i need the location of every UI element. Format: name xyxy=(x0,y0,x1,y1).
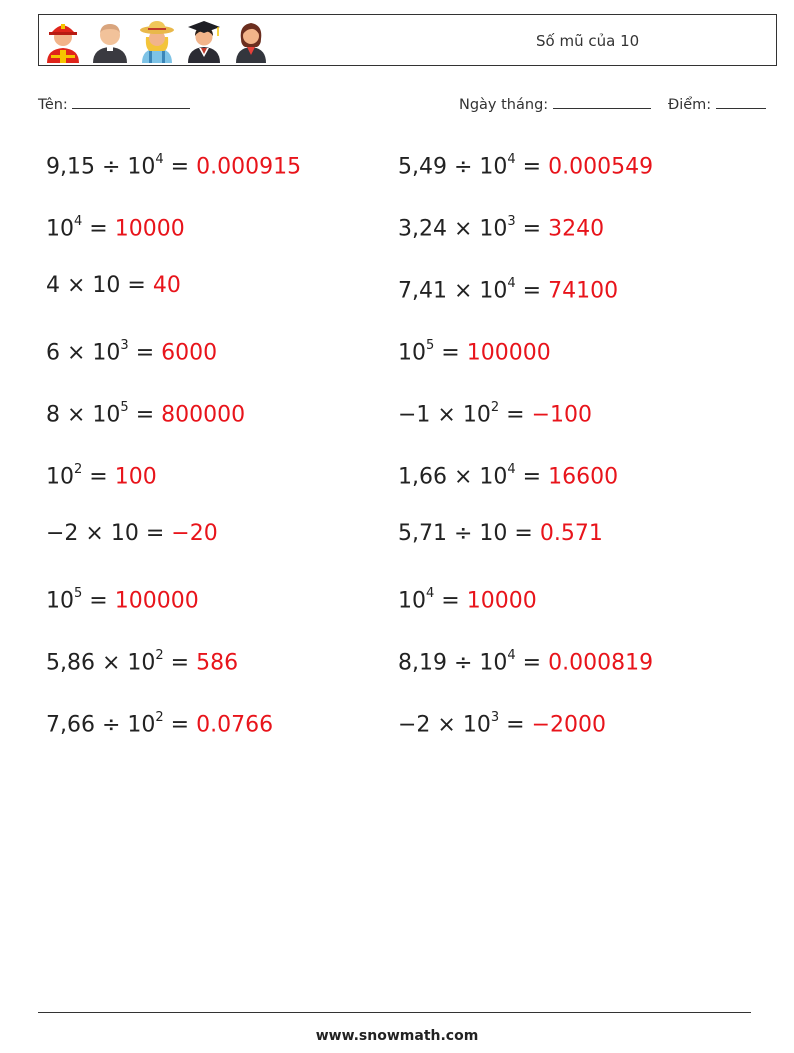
problem-question: 8,19 ÷ 10 xyxy=(398,650,508,676)
graduate-icon xyxy=(184,17,224,63)
problem-answer: 100000 xyxy=(114,588,199,614)
problem-exponent: 5 xyxy=(74,586,83,601)
problem-question: 10 xyxy=(398,588,426,614)
equals-sign: = xyxy=(515,278,549,304)
problem-exponent: 4 xyxy=(507,152,516,167)
equals-sign: = xyxy=(515,650,549,676)
woman-icon xyxy=(231,17,271,63)
problem-exponent: 4 xyxy=(155,152,164,167)
equals-sign: = xyxy=(163,712,197,738)
problem-item xyxy=(46,131,398,193)
equals-sign: = xyxy=(82,588,115,614)
problem-item xyxy=(46,503,398,565)
problem-question: 5,71 ÷ 10 xyxy=(398,521,508,546)
priest-icon xyxy=(90,17,130,63)
problem-item xyxy=(46,627,398,689)
problem-item xyxy=(398,689,750,751)
problem-item xyxy=(398,441,750,503)
problem-question: 10 xyxy=(46,588,74,614)
problem-answer: −20 xyxy=(171,521,218,546)
equals-sign: = xyxy=(82,216,115,242)
problem-question: 7,66 ÷ 10 xyxy=(46,712,156,738)
problem-exponent: 4 xyxy=(507,462,516,477)
problem-item xyxy=(398,503,750,565)
problem-item xyxy=(398,317,750,379)
problem-answer: 0.0766 xyxy=(196,712,274,738)
problem-question: 10 xyxy=(398,340,426,366)
problem-question: 3,24 × 10 xyxy=(398,216,508,242)
date-score-fields xyxy=(459,94,766,113)
problem-item xyxy=(46,441,398,503)
problem-grid xyxy=(46,131,776,751)
worksheet-title: Số mũ của 10 xyxy=(536,32,640,50)
problem-answer: 0.000915 xyxy=(196,154,302,180)
equals-sign: = xyxy=(128,340,162,366)
equals-sign: = xyxy=(82,464,115,490)
firefighter-icon xyxy=(43,17,83,63)
problem-exponent: 5 xyxy=(120,400,129,415)
problem-item xyxy=(46,193,398,255)
problem-answer: 40 xyxy=(152,273,181,298)
problem-question: −2 × 10 xyxy=(398,712,491,738)
problem-item xyxy=(398,255,750,317)
problem-question: 8 × 10 xyxy=(46,402,121,428)
problem-answer: 6000 xyxy=(161,340,218,366)
problem-answer: 0.000549 xyxy=(548,154,654,180)
problem-answer: 10000 xyxy=(466,588,537,614)
problem-item xyxy=(398,565,750,627)
problem-exponent: 2 xyxy=(155,710,164,725)
problem-item xyxy=(398,193,750,255)
score-blank[interactable] xyxy=(716,94,766,109)
equals-sign: = xyxy=(499,712,532,738)
name-label: Tên: xyxy=(38,97,68,113)
problem-answer: −2000 xyxy=(531,712,606,738)
problem-question: 4 × 10 xyxy=(46,273,121,298)
problem-exponent: 3 xyxy=(120,338,129,353)
problem-answer: 586 xyxy=(196,650,239,676)
problem-answer: −100 xyxy=(531,402,592,428)
problem-answer: 3240 xyxy=(548,216,605,242)
footer-divider xyxy=(38,1012,751,1013)
problem-answer: 800000 xyxy=(161,402,246,428)
problem-question: 9,15 ÷ 10 xyxy=(46,154,156,180)
problem-question: 5,86 × 10 xyxy=(46,650,156,676)
problem-exponent: 4 xyxy=(507,648,516,663)
problem-exponent: 2 xyxy=(74,462,83,477)
score-label: Điểm: xyxy=(668,97,712,113)
equals-sign: = xyxy=(499,402,532,428)
problem-answer: 74100 xyxy=(548,278,619,304)
problem-answer: 16600 xyxy=(548,464,619,490)
problem-item xyxy=(46,317,398,379)
problem-exponent: 3 xyxy=(507,214,516,229)
problem-item xyxy=(46,255,398,317)
equals-sign: = xyxy=(163,154,197,180)
problem-question: 10 xyxy=(46,464,74,490)
equals-sign: = xyxy=(434,588,467,614)
problem-item xyxy=(398,131,750,193)
equals-sign: = xyxy=(138,521,172,546)
problem-item xyxy=(46,689,398,751)
problem-question: −1 × 10 xyxy=(398,402,491,428)
problem-answer: 0.000819 xyxy=(548,650,654,676)
date-label: Ngày tháng: xyxy=(459,97,549,113)
problem-answer: 100000 xyxy=(466,340,551,366)
problem-exponent: 2 xyxy=(490,400,500,415)
name-blank[interactable] xyxy=(72,94,190,109)
equals-sign: = xyxy=(515,216,549,242)
problem-question: 1,66 × 10 xyxy=(398,464,508,490)
equals-sign: = xyxy=(128,402,162,428)
problem-exponent: 4 xyxy=(507,276,516,291)
equals-sign: = xyxy=(507,521,540,546)
name-field xyxy=(38,94,190,113)
problem-question: 5,49 ÷ 10 xyxy=(398,154,508,180)
problem-item xyxy=(46,379,398,441)
equals-sign: = xyxy=(163,650,197,676)
problem-exponent: 3 xyxy=(490,710,500,725)
farmer-icon xyxy=(137,17,177,63)
problem-question: −2 × 10 xyxy=(46,521,139,546)
equals-sign: = xyxy=(434,340,467,366)
footer-url: www.snowmath.com xyxy=(315,1028,479,1044)
problem-answer: 0.571 xyxy=(539,521,603,546)
problem-question: 6 × 10 xyxy=(46,340,121,366)
problem-answer: 10000 xyxy=(114,216,185,242)
problem-exponent: 2 xyxy=(155,648,164,663)
problem-question: 7,41 × 10 xyxy=(398,278,508,304)
date-blank[interactable] xyxy=(553,94,651,109)
problem-exponent: 5 xyxy=(426,338,435,353)
problem-question: 10 xyxy=(46,216,74,242)
problem-item xyxy=(398,627,750,689)
equals-sign: = xyxy=(515,154,549,180)
equals-sign: = xyxy=(120,273,153,298)
worksheet-header xyxy=(38,14,777,66)
problem-answer: 100 xyxy=(114,464,157,490)
problem-exponent: 4 xyxy=(426,586,435,601)
equals-sign: = xyxy=(515,464,549,490)
problem-item xyxy=(46,565,398,627)
problem-item xyxy=(398,379,750,441)
problem-exponent: 4 xyxy=(74,214,83,229)
